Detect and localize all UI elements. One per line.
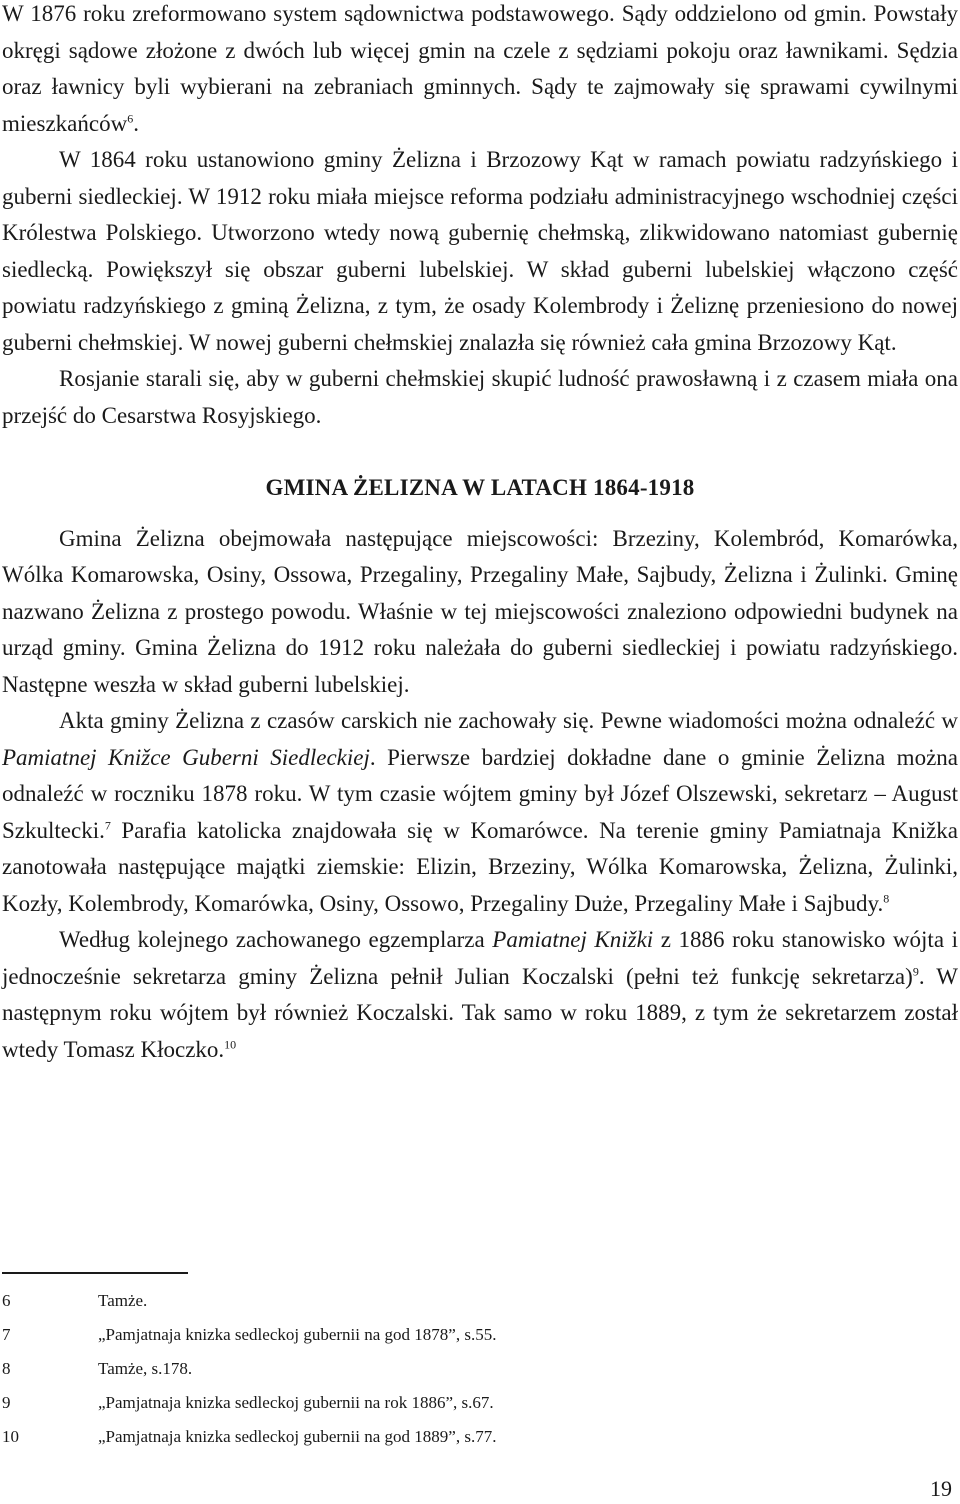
footnote-text: Tamże, s.178.	[98, 1359, 193, 1378]
footnote-text: „Pamjatnaja knizka sedleckoj gubernii na god 1889”, s.77.	[98, 1427, 497, 1446]
footnote-ref-10[interactable]: 10	[224, 1036, 237, 1051]
body-text	[2, 0, 958, 1068]
footnote-text: „Pamjatnaja knizka sedleckoj gubernii na god 1878”, s.55.	[98, 1325, 497, 1344]
paragraph-russians: Rosjanie starali się, aby w guberni chełmskiej skupić ludność prawosławną i z czasem miała ona przejść do Cesarstwa Rosyjskiego.	[2, 366, 958, 428]
paragraph-text: .	[133, 110, 139, 136]
paragraph-tsarist-records	[2, 703, 958, 922]
paragraph-text: W 1876 roku zreformowano system sądownictwa podstawowego. Sądy oddzielono od gmin. Powstały okręgi sądowe złożone z dwóch lub więcej gmin na czele z sędziami pokoju oraz ławnikami. Sędzia oraz ławnicy byli wybierani na zebraniach gminnych. Sądy te zajmowały się sprawami cywilnymi mieszkańców	[2, 1, 958, 136]
footnote-item	[2, 1352, 902, 1386]
paragraph-1886	[2, 922, 958, 1068]
footnote-text: Tamże.	[98, 1291, 148, 1310]
footnote-ref-7[interactable]: 7	[104, 817, 111, 832]
footnote-ref-6[interactable]: 6	[127, 110, 134, 125]
paragraph-text: z 1886 roku stanowisko wójta i jednocześnie sekretarza gminy Żelizna pełnił Julian Koczalski (pełni też funkcję sekretarza)	[2, 927, 958, 989]
paragraph-text: Akta gminy Żelizna z czasów carskich nie zachowały się. Pewne wiadomości można odnaleźć w	[59, 708, 958, 733]
footnote-item	[2, 1318, 902, 1352]
paragraph-courts	[2, 0, 958, 142]
footnote-ref-8[interactable]: 8	[883, 890, 890, 905]
footnote-number: 9	[2, 1393, 11, 1412]
footnote-number: 7	[2, 1325, 11, 1344]
footnote-item	[2, 1420, 902, 1454]
footnote-item	[2, 1284, 902, 1318]
footnote-text: „Pamjatnaja knizka sedleckoj gubernii na rok 1886”, s.67.	[98, 1393, 494, 1412]
paragraph-text: Według kolejnego zachowanego egzemplarza	[59, 927, 493, 952]
footnote-number: 10	[2, 1427, 19, 1446]
section-heading: GMINA ŻELIZNA W LATACH 1864-1918	[265, 475, 695, 500]
page-number: 19	[930, 1476, 952, 1501]
book-title: Pamiatnej Knižce Guberni Siedleckiej	[2, 744, 370, 770]
footnote-number: 6	[2, 1291, 11, 1310]
footnote-item	[2, 1386, 902, 1420]
paragraph-text: . W następnym roku wójtem był również Koczalski. Tak samo w roku 1889, z tym że sekretarzem został wtedy Tomasz Kłoczko.	[2, 963, 959, 1062]
footnotes	[2, 1272, 902, 1454]
paragraph-text: . Pierwsze bardziej dokładne dane o gminie Żelizna można odnaleźć w roczniku 1878 roku. W tym czasie wójtem gminy był Józef Olszewski, sekretarz – August Szkultecki.	[2, 744, 958, 843]
paragraph-text: Parafia katolicka znajdowała się w Komarówce. Na terenie gminy Pamiatnaja Knižka zanotowała następujące majątki ziemskie: Elizin, Brzeziny, Wólka Komarowska, Żelizna, Żulinki, Kozły, Kolembrody, Komarówka, Osiny, Ossowo, Przegaliny Duże, Przegaliny Małe i Sajbudy.	[2, 817, 958, 916]
paragraph-commune-villages: Gmina Żelizna obejmowała następujące miejscowości: Brzeziny, Kolembród, Komarówka, Wólka Komarowska, Osiny, Ossowa, Przegaliny, Przegaliny Małe, Sajbudy, Żelizna i Żulinki. Gminę nazwano Żelizna z prostego powodu. Właśnie w tej miejscowości znaleziono odpowiedni budynek na urząd gminy. Gmina Żelizna do 1912 roku należała do guberni siedleckiej i powiatu radzyńskiego. Następne weszła w skład guberni lubelskiej.	[2, 525, 958, 697]
footnote-ref-9[interactable]: 9	[912, 963, 919, 978]
footnote-divider	[2, 1272, 188, 1274]
paragraph-1864: W 1864 roku ustanowiono gminy Żelizna i Brzozowy Kąt w ramach powiatu radzyńskiego i guberni siedleckiej. W 1912 roku miała miejsce reforma podziału administracyjnego wschodniej części Królestwa Polskiego. Utworzono wtedy nową gubernię chełmską, zlikwidowano natomiast gubernię siedlecką. Powiększył się obszar guberni lubelskiej. W skład guberni lubelskiej włączono część powiatu radzyńskiego z gminą Żelizna, z tym, że osady Kolembrody i Żeliznę przeniesiono do nowej guberni chełmskiej. W nowej guberni chełmskiej znalazła się również cała gmina Brzozowy Kąt.	[2, 147, 958, 355]
book-title: Pamiatnej Knižki	[492, 927, 654, 952]
footnote-number: 8	[2, 1359, 11, 1378]
